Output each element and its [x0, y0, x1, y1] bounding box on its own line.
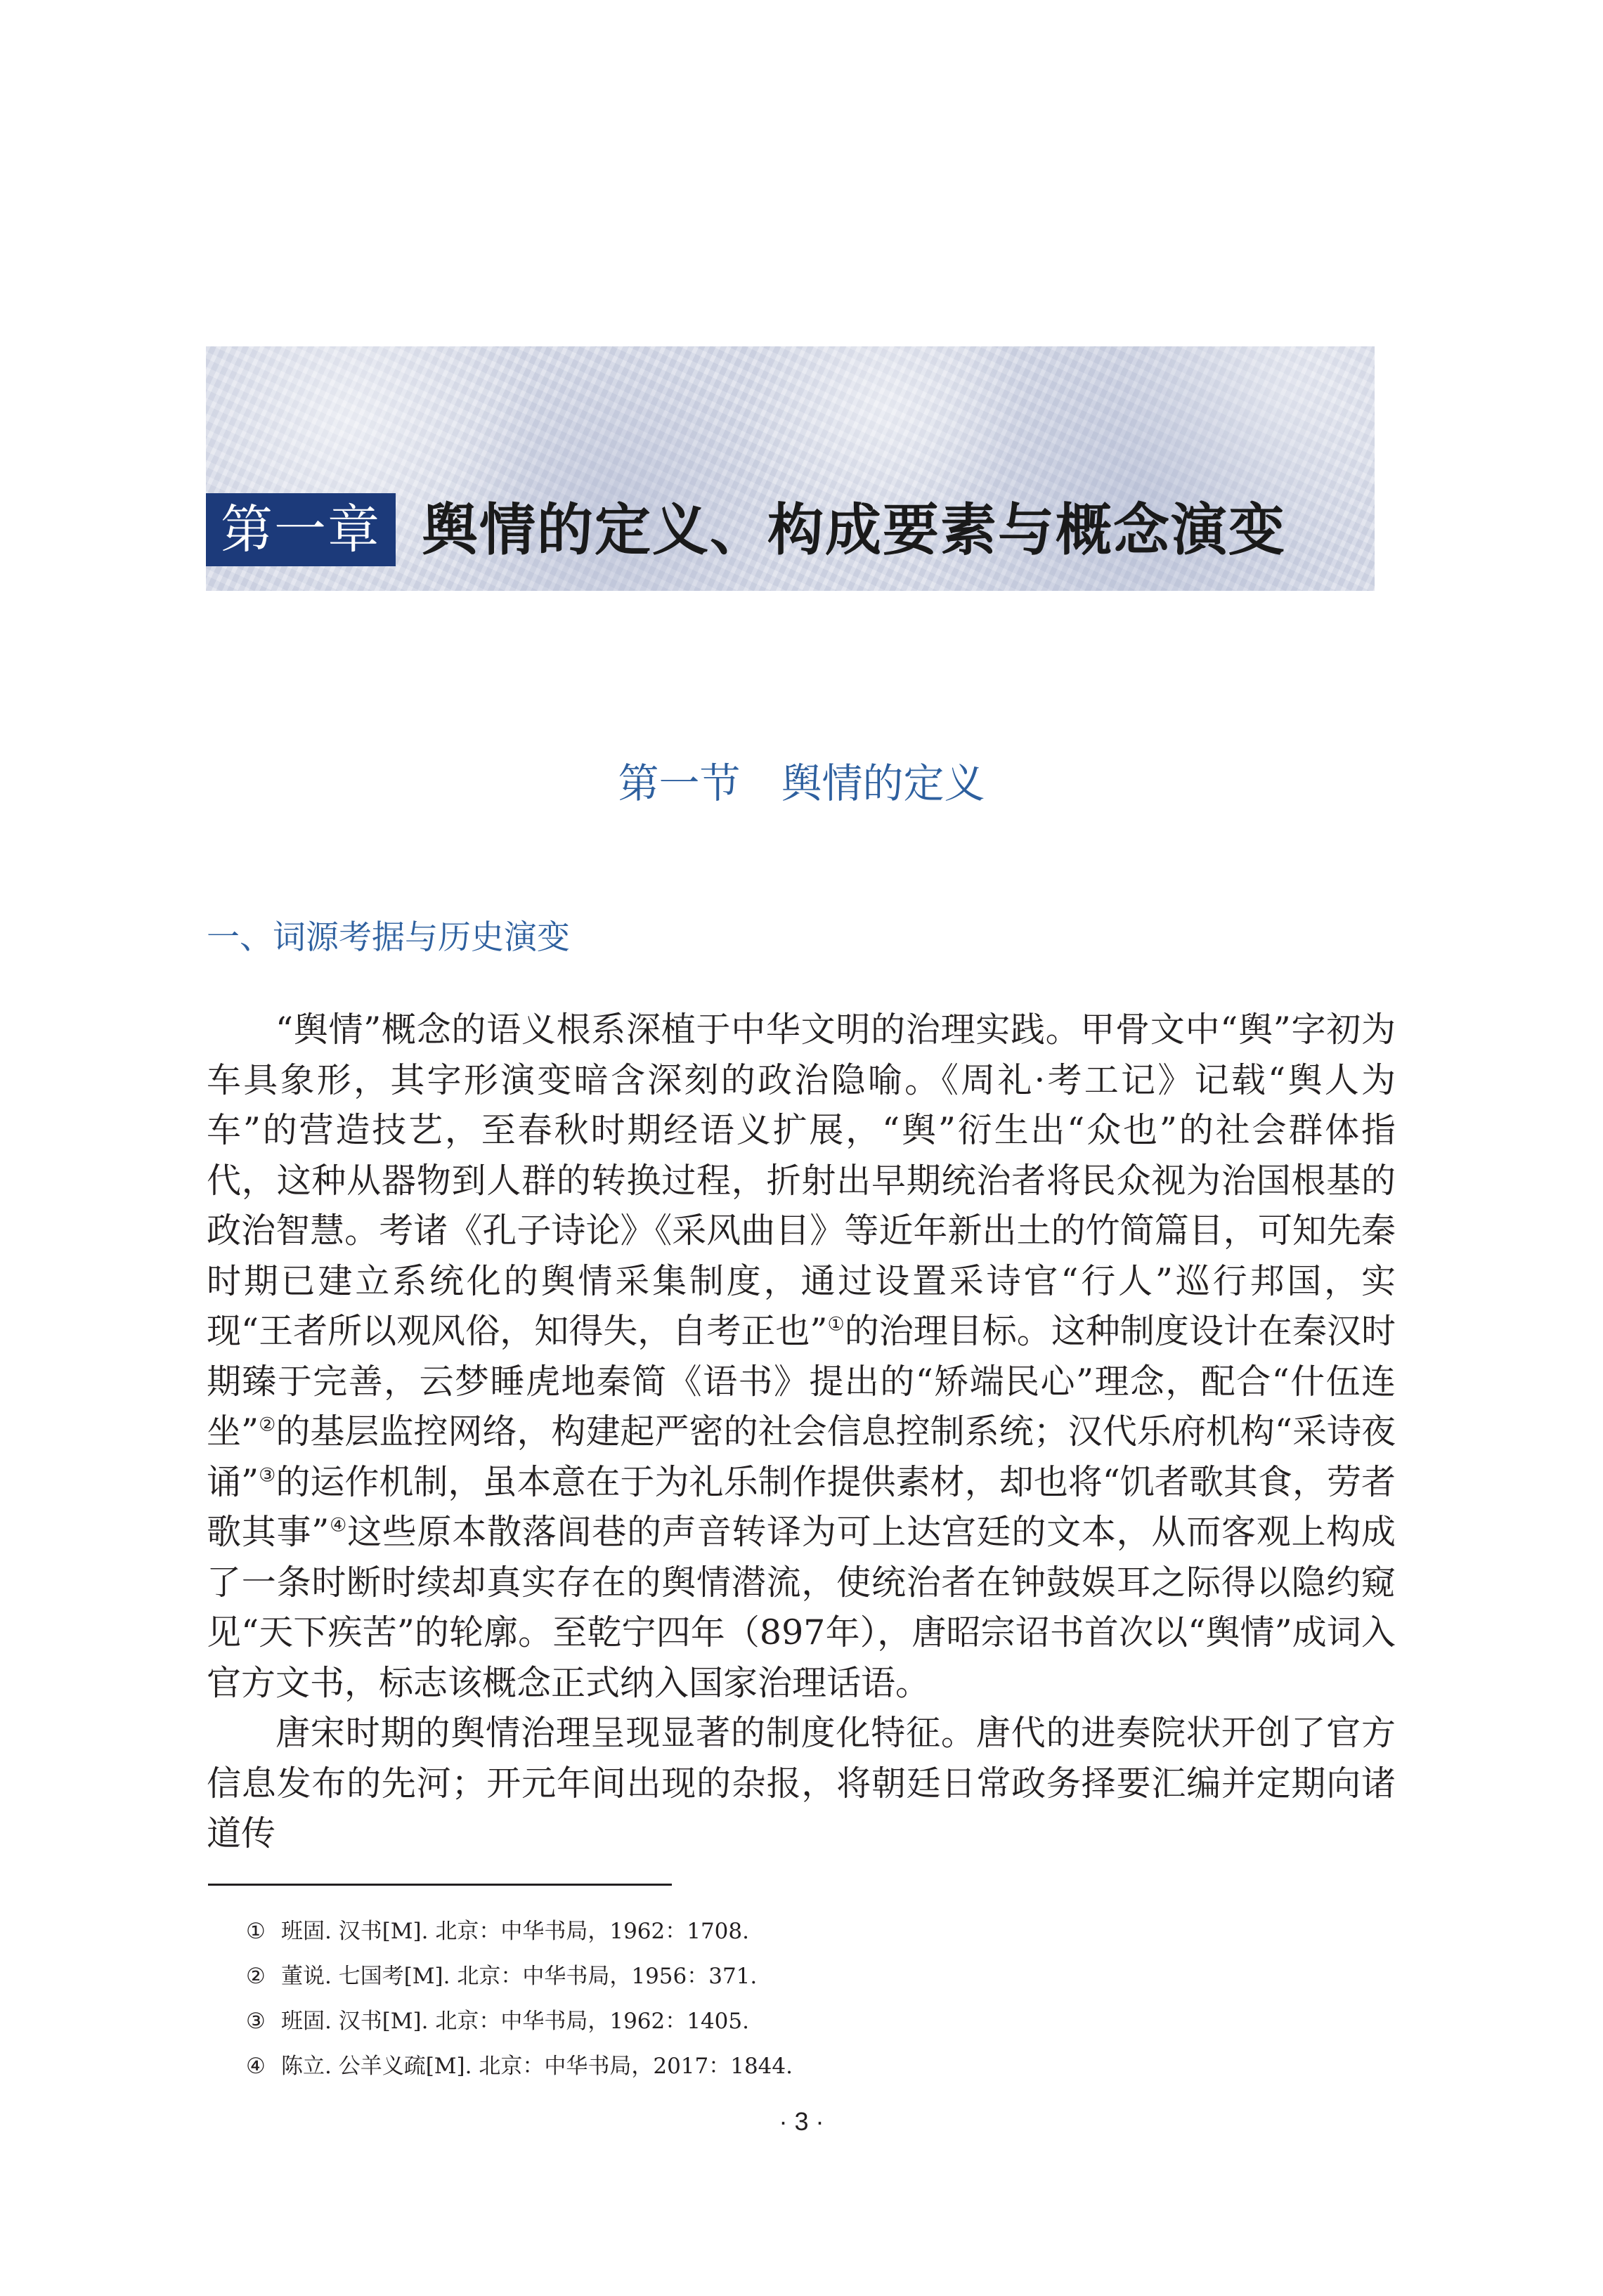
- paragraph-1-segment: 的运作机制，虽本意在于为礼乐制作提供素材，却也将“饥者歌其食，劳者歌其事”: [207, 1461, 1396, 1552]
- footnote-mark: ④: [246, 2054, 266, 2079]
- paragraph-1-segment: 的治理目标。这种制度设计在秦汉时期臻于完善，云梦睡虎地秦简《语书》提出的“矫端民心”理念，配合“什伍连坐”: [207, 1311, 1396, 1452]
- footnote-mark: ①: [246, 1919, 266, 1944]
- paragraph-1: [207, 1005, 1396, 1708]
- paragraph-1-segment: 这些原本散落闾巷的声音转译为可上达宫廷的文本，从而客观上构成了一条时断时续却真实存在的舆情潜流，使统治者在钟鼓娱耳之际得以隐约窥见“天下疾苦”的轮廓。至乾宁四年（897年），唐昭宗诏书首次以“舆情”成词入官方文书，标志该概念正式纳入国家治理话语。: [207, 1512, 1396, 1703]
- footnotes: [246, 1909, 793, 2089]
- page-number: · 3 ·: [779, 2107, 824, 2136]
- footnote-text: 班固. 汉书[M]. 北京：中华书局，1962：1708.: [281, 1919, 749, 1944]
- body-text: [207, 1005, 1396, 1859]
- footnote-ref-1[interactable]: ①: [827, 1313, 845, 1336]
- paragraph-2: 唐宋时期的舆情治理呈现显著的制度化特征。唐代的进奏院状开创了官方信息发布的先河；开元年间出现的杂报，将朝廷日常政务择要汇编并定期向诸道传: [207, 1713, 1396, 1853]
- footnote: [246, 1999, 793, 2044]
- footnote-text: 董说. 七国考[M]. 北京：中华书局，1956：371.: [281, 1964, 758, 1989]
- footnote-ref-3[interactable]: ③: [259, 1464, 276, 1487]
- footnote: [246, 1909, 793, 1954]
- footnote: [246, 2044, 793, 2089]
- section-title: 第一节 舆情的定义: [618, 759, 985, 807]
- footnote-ref-2[interactable]: ②: [259, 1414, 276, 1436]
- footnote-divider: [208, 1884, 672, 1886]
- footnote-ref-4[interactable]: ④: [329, 1514, 348, 1537]
- footnote-mark: ②: [246, 1964, 266, 1989]
- subsection-title: 一、词源考据与历史演变: [207, 918, 570, 957]
- footnote-mark: ③: [246, 2009, 266, 2034]
- paragraph-1-segment: 的基层监控网络，构建起严密的社会信息控制系统；汉代乐府机构“采诗夜诵”: [207, 1411, 1396, 1502]
- footnote-text: 班固. 汉书[M]. 北京：中华书局，1962：1405.: [281, 2009, 749, 2034]
- chapter-label: 第一章: [206, 493, 396, 566]
- footnote-text: 陈立. 公羊义疏[M]. 北京：中华书局，2017：1844.: [281, 2054, 793, 2079]
- footnote: [246, 1954, 793, 1999]
- chapter-title: 舆情的定义、构成要素与概念演变: [422, 497, 1286, 563]
- paragraph-1-segment: “舆情”概念的语义根系深植于中华文明的治理实践。甲骨文中“舆”字初为车具象形，其字形演变暗含深刻的政治隐喻。《周礼·考工记》记载“舆人为车”的营造技艺，至春秋时期经语义扩展，“舆”衍生出“众也”的社会群体指代，这种从器物到人群的转换过程，折射出早期统治者将民众视为治国根基的政治智慧。考诸《孔子诗论》《采风曲目》等近年新出土的竹简篇目，可知先秦时期已建立系统化的舆情采集制度，通过设置采诗官“行人”巡行邦国，实现“王者所以观风俗，知得失，自考正也”: [207, 1010, 1396, 1351]
